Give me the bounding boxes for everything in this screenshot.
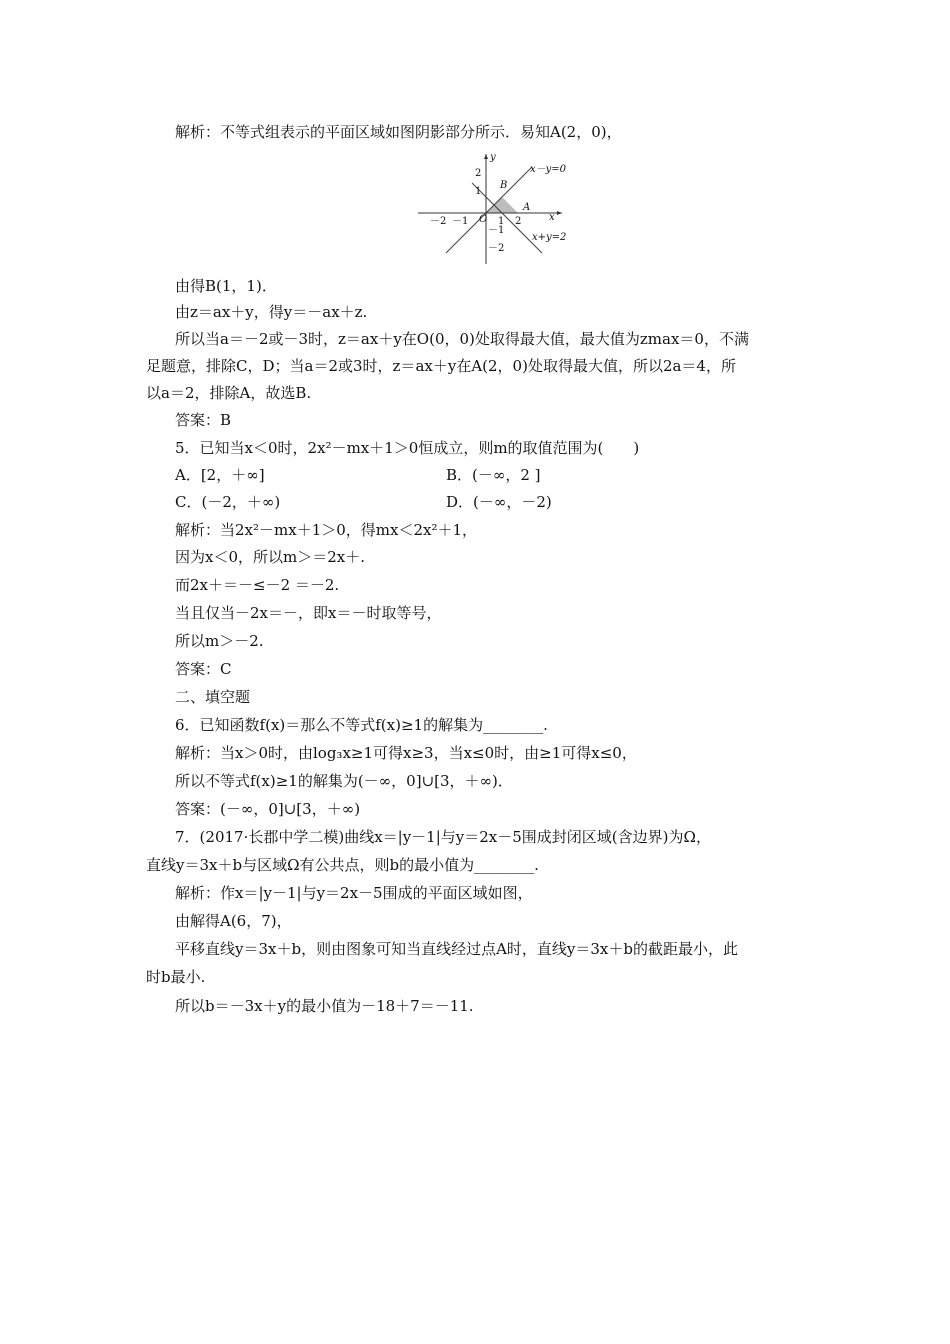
line-conclusion-6: 所以不等式f(x)≥1的解集为(－∞，0]∪[3，＋∞)． bbox=[175, 772, 513, 790]
coordinate-figure bbox=[416, 150, 566, 268]
tick-x-neg1: －1 bbox=[452, 216, 469, 227]
origin-label: O bbox=[479, 214, 488, 225]
line2-label: x+y=2 bbox=[532, 232, 566, 243]
option-a: A．[2，＋∞] bbox=[175, 466, 265, 484]
x-axis-arrow bbox=[557, 211, 562, 215]
option-d: D．(－∞，－2) bbox=[446, 493, 552, 511]
line-analysis-7: 解析：作x＝|y－1|与y＝2x－5围成的平面区域如图， bbox=[175, 884, 533, 902]
line-analysis-1: 解析：不等式组表示的平面区域如图阴影部分所示．易知A(2，0)， bbox=[175, 123, 622, 141]
tick-x-neg2: －2 bbox=[430, 216, 447, 227]
section-heading-fill: 二、填空题 bbox=[175, 688, 251, 706]
options-row-2 bbox=[175, 492, 280, 512]
point-b-label: B bbox=[500, 180, 508, 191]
question-7: 7．(2017·长郡中学二模)曲线x＝|y－1|与y＝2x－5围成封闭区域(含边界)为Ω， bbox=[175, 828, 711, 846]
option-c: C．(－2，＋∞) bbox=[175, 493, 281, 511]
line-x-minus-y bbox=[446, 167, 532, 253]
tick-y-neg2: －2 bbox=[488, 243, 505, 254]
line-translate-cont: 时b最小. bbox=[146, 968, 206, 986]
line-conclusion-5: 所以m＞－2. bbox=[175, 632, 264, 650]
line-z-equation: 由z＝ax＋y，得y＝－ax＋z. bbox=[175, 303, 368, 321]
line-analysis-6: 解析：当x＞0时，由log₃x≥1可得x≥3，当x≤0时，由≥1可得x≤0， bbox=[175, 744, 637, 762]
line-point-a: 由解得A(6，7)， bbox=[175, 912, 292, 930]
shaded-region bbox=[486, 197, 518, 213]
x-axis-label: x bbox=[549, 212, 555, 223]
line-because: 因为x＜0，所以m＞＝2x＋. bbox=[175, 548, 365, 566]
y-axis-arrow bbox=[484, 154, 488, 159]
tick-y-1: 1 bbox=[475, 186, 482, 197]
point-a-label: A bbox=[523, 202, 531, 213]
line-point-b: 由得B(1，1)． bbox=[175, 277, 277, 295]
line-final: 所以b＝－3x＋y的最小值为－18＋7＝－11. bbox=[175, 997, 474, 1015]
line-case-positive: 足题意，排除C，D；当a＝2或3时，z＝ax＋y在A(2，0)处取得最大值，所以2a＝4，所 bbox=[146, 357, 736, 375]
answer-4: 答案：B bbox=[175, 411, 232, 429]
question-6: 6．已知函数f(x)＝那么不等式f(x)≥1的解集为________. bbox=[175, 716, 548, 734]
tick-x-2: 2 bbox=[515, 216, 522, 227]
answer-6: 答案：(－∞，0]∪[3，＋∞) bbox=[175, 800, 361, 818]
line-equality: 当且仅当－2x＝－，即x＝－时取等号， bbox=[175, 604, 442, 622]
tick-y-neg1: －1 bbox=[488, 225, 505, 236]
answer-5: 答案：C bbox=[175, 660, 232, 678]
options-row-1 bbox=[175, 465, 265, 485]
line-case-negative: 所以当a＝－2或－3时，z＝ax＋y在O(0，0)处取得最大值，最大值为zmax＝0，不满 bbox=[175, 330, 749, 348]
question-7-cont: 直线y＝3x＋b与区域Ω有公共点，则b的最小值为________. bbox=[146, 856, 539, 874]
line-translate: 平移直线y＝3x＋b，则由图象可知当直线经过点A时，直线y＝3x＋b的截距最小，此 bbox=[175, 940, 738, 958]
line1-label: x－y=0 bbox=[530, 164, 566, 175]
tick-x-1: 1 bbox=[498, 216, 505, 227]
line-analysis-5: 解析：当2x²－mx＋1＞0，得mx＜2x²＋1， bbox=[175, 521, 478, 539]
line-conclusion-4: 以a＝2，排除A，故选B. bbox=[146, 384, 312, 402]
question-5: 5．已知当x＜0时，2x²－mx＋1＞0恒成立，则m的取值范围为( ) bbox=[175, 439, 640, 457]
option-b: B．(－∞，2 ] bbox=[446, 466, 541, 484]
y-axis-label: y bbox=[490, 152, 496, 163]
tick-y-2: 2 bbox=[475, 168, 482, 179]
line-inequality: 而2x＋＝－≤－2 ＝－2. bbox=[175, 576, 340, 594]
